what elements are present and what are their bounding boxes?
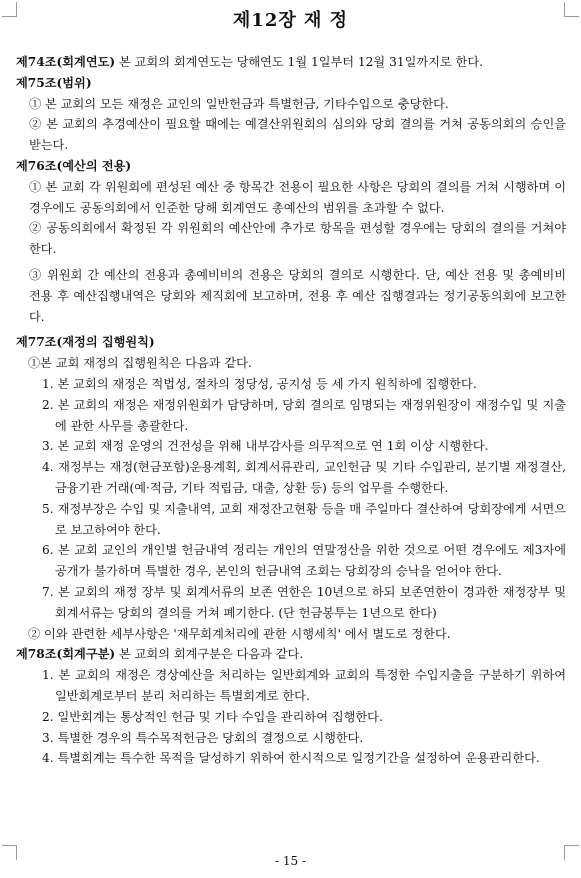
article-75-paragraph-1: ① 본 교회의 모든 재정은 교인의 일반헌금과 특별헌금, 기타수입으로 충당한다. [29,96,449,111]
article-75-heading: 제75조(범위) [16,75,92,90]
article-78-heading: 제78조(회계구분) [16,647,116,662]
article-74 [16,52,566,73]
list-item: 1. 본 교회의 재정은 적법성, 절차의 정당성, 공지성 등 세 가지 원칙하에 집행한다. [42,376,477,391]
article-78-list [16,665,566,769]
article-76-heading: 제76조(예산의 전용) [16,158,132,173]
list-item: 3. 본 교회 재정 운영의 건전성을 위해 내부감사를 의무적으로 연 1회 이상 시행한다. [42,439,489,454]
list-item: 1. 본 교회의 재정은 경상예산을 처리하는 일반회계와 교회의 특정한 수입지출을 구분하기 위하여 일반회계로부터 분리 처리하는 특별회계로 한다. [42,668,566,703]
list-item: 5. 재정부장은 수입 및 지출내역, 교회 재정잔고현황 등을 매 주일마다 결산하여 당회장에게 서면으로 보고하여야 한다. [42,501,566,537]
list-item: 4. 재정부는 재정(현금포함)운용계획, 회계서류관리, 교인헌금 및 기타 수입관리, 분기별 재정결산, 금융기관 거래(예·적금, 기타 적립금, 대출, 상환 등) 등의 업무를 수행한다. [42,460,566,495]
list-item: 3. 특별한 경우의 특수목적헌금은 당회의 결정으로 시행한다. [42,730,364,745]
article-75-paragraph-2: ② 본 교회의 추경예산이 필요할 때에는 예결산위원회의 심의와 당회 결의를 거쳐 공동의회의 승인을 받는다. [29,117,566,153]
list-item: 6. 본 교회 교인의 개인별 헌금내역 정리는 개인의 연말정산을 위한 것으로 어떤 경우에도 제3자에 공개가 불가하며 특별한 경우, 본인의 헌금내역 조회는 당회장의 승낙을 얻어야 한다. [42,543,566,579]
list-item: 7. 본 교회의 재정 장부 및 회계서류의 보존 연한은 10년으로 하되 보존연한이 경과한 재정장부 및 회계서류는 당회의 결의를 거쳐 폐기한다. (단 헌금봉투는 1년으로 한다) [42,584,566,620]
list-item: 4. 특별회계는 특수한 목적을 달성하기 위하여 한시적으로 일정기간을 설정하여 운용관리한다. [42,751,540,766]
article-76-paragraph-2: ② 공동의회에서 확정된 각 위원회의 예산안에 추가로 항목을 편성할 경우에는 당회의 결의를 거쳐야 한다. [29,221,566,257]
chapter-title: 제12장 재 정 [232,10,349,31]
article-77-paragraph-1: ①본 교회 재정의 집행원칙은 다음과 같다. [28,356,252,371]
document-body [16,52,566,769]
article-77-paragraph-2: ② 이와 관련한 세부사항은 '재무회계처리에 관한 시행세칙' 에서 별도로 정한다. [28,626,451,641]
page-number: - 15 - [274,854,306,868]
article-76-paragraph-3: ③ 위원회 간 예산의 전용과 총예비비의 전용은 당회의 결의로 시행한다. 단, 예산 전용 및 총예비비 전용 후 예산집행내역은 당회와 제직회에 보고하며, 전용 후 예산 집행결과는 정기공동의회에 보고한다. [29,267,566,324]
article-74-heading: 제74조(회계연도) [16,55,116,69]
list-item: 2. 일반회계는 통상적인 헌금 및 기타 수입을 관리하여 집행한다. [42,709,383,724]
article-78-text: 본 교회의 회계구분은 다음과 같다. [115,647,304,662]
article-74-text: 본 교회의 회계연도는 당해연도 1월 1일부터 12월 31일까지로 한다. [115,55,483,69]
article-77-heading: 제77조(재정의 집행원칙) [16,335,155,350]
article-77-list [16,374,566,624]
list-item: 2. 본 교회의 재정은 재정위원회가 담당하며, 당회 결의로 임명되는 재정위원장이 재정수입 및 지출에 관한 사무를 총괄한다. [42,397,566,433]
article-78 [16,644,566,665]
article-76-paragraph-1: ① 본 교회 각 위원회에 편성된 예산 중 항목간 전용이 필요한 사항은 당회의 결의를 거쳐 시행하며 이 경우에도 공동의회에서 인준한 당해 회계연도 총예산의 범위를 초과할 수 없다. [29,179,566,215]
